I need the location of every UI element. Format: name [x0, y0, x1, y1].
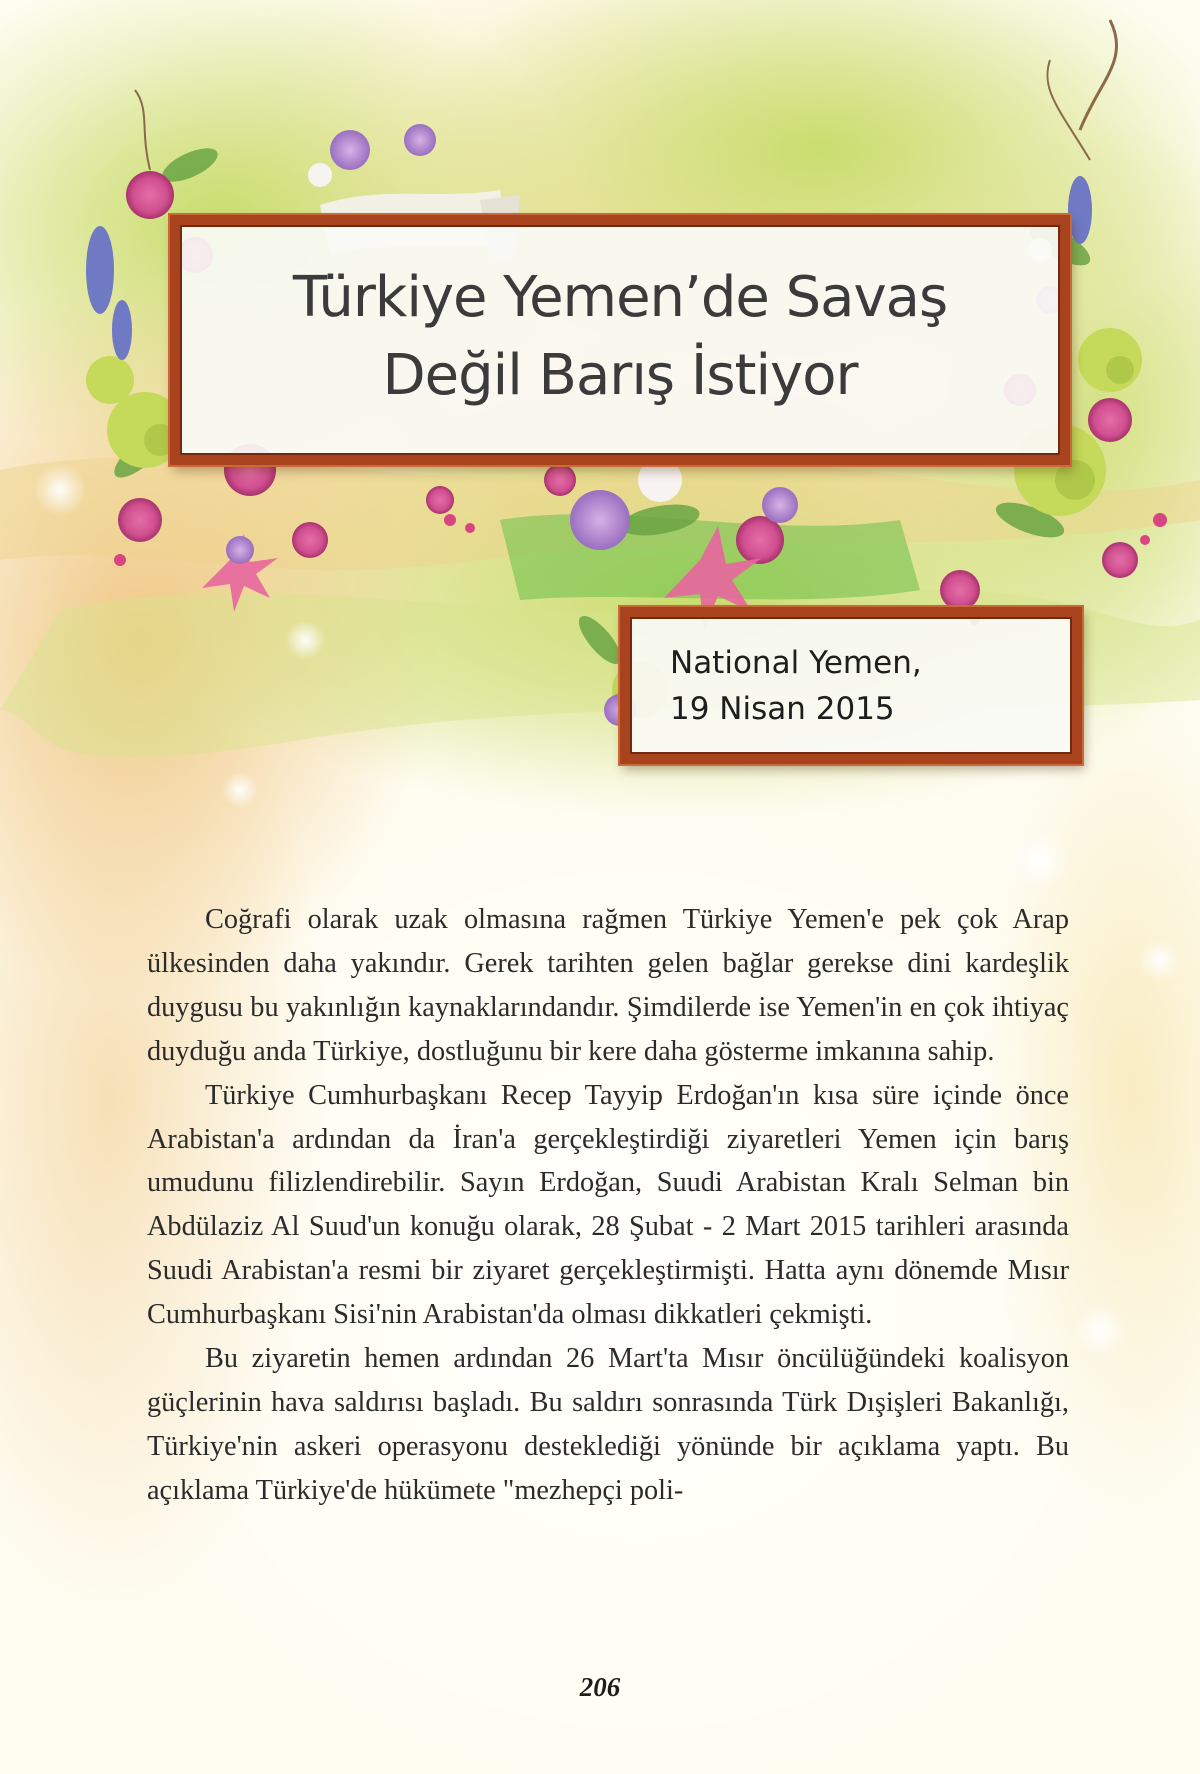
title-line-2: Değil Barış İstiyor [382, 343, 858, 408]
paragraph-1: Coğrafi olarak uzak olmasına rağmen Türkiye Yemen'e pek çok Arap ülkesinden daha yakındır. Gerek tarihten gelen bağlar gerekse dini kardeşlik duygusu bu yakınlığın kaynaklarındandır. Şimdilerde ise Yemen'in en çok ihtiyaç duyduğu anda Türkiye, dostluğunu bir kere daha gösterme imkanına sahip. [147, 904, 1069, 1067]
source-publication: National Yemen, [670, 645, 922, 681]
article-body [147, 898, 1069, 1513]
page-number: 206 [579, 1672, 621, 1702]
title-frame [170, 215, 1070, 465]
paragraph-2: Türkiye Cumhurbaşkanı Recep Tayyip Erdoğan'ın kısa süre içinde önce Arabistan'a ardından da İran'a gerçekleştirdiği ziyaretleri Yemen için barış umudunu filizlendirebilir. Sayın Erdoğan, Suudi Arabistan Kralı Selman bin Abdülaziz Al Suud'un konuğu olarak, 28 Şubat - 2 Mart 2015 tarihleri arasında Suudi Arabistan'a resmi bir ziyaret gerçekleştirmişti. Hatta aynı dönemde Mısır Cumhurbaşkanı Sisi'nin Arabistan'da olması dikkatleri çekmişti. [147, 1079, 1069, 1331]
title-line-1: Türkiye Yemen’de Savaş [292, 265, 948, 330]
source-frame [620, 607, 1082, 764]
paragraph-3: Bu ziyaretin hemen ardından 26 Mart'ta Mısır öncülüğündeki koalisyon güçlerinin hava saldırısı başladı. Bu saldırı sonrasında Türk Dışişleri Bakanlığı, Türkiye'nin askeri operasyonu desteklediği yönünde bir açıklama yaptı. Bu açıklama Türkiye'de hükümete "mezhepçi poli- [147, 1343, 1069, 1506]
source-date: 19 Nisan 2015 [670, 691, 895, 727]
